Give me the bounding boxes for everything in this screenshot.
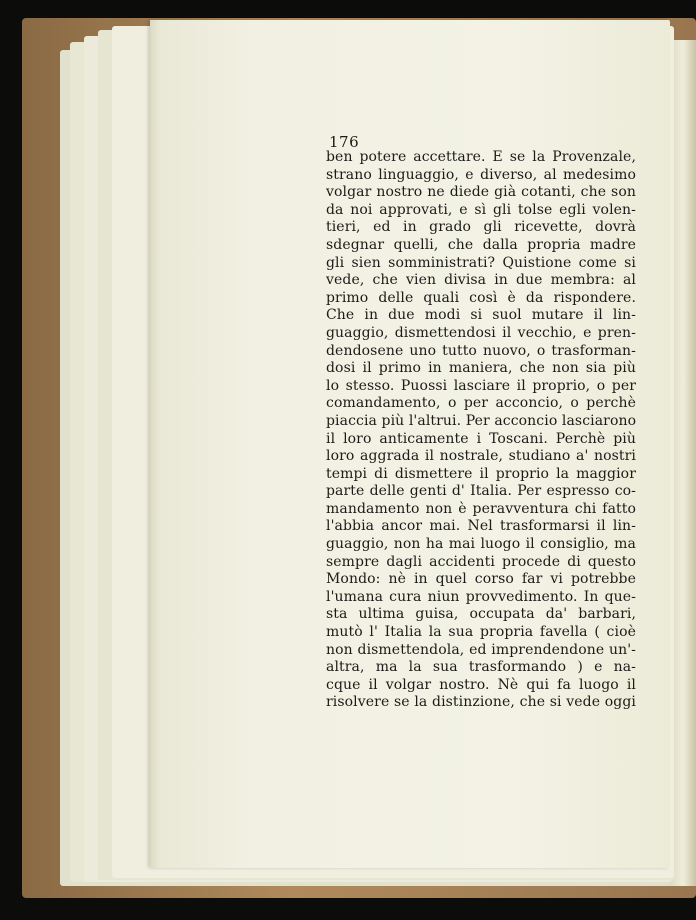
text-line: vede, che vien divisa in due membra: al <box>326 272 636 289</box>
text-line: guaggio, non ha mai luogo il consiglio, ma <box>326 536 636 553</box>
text-line: dosi il primo in maniera, che non sia più <box>326 360 636 377</box>
text-line: Mondo: nè in quel corso far vi potrebbe <box>326 571 636 588</box>
text-line: primo delle quali così è da rispondere. <box>326 289 636 306</box>
text-line: piaccia più l'altrui. Per acconcio lasciarono <box>326 412 637 429</box>
text-line: parte delle genti d' Italia. Per espresso co- <box>326 483 636 500</box>
text-line: sempre dagli accidenti procede di questo <box>326 553 636 570</box>
text-line: sdegnar quelli, che dalla propria madre <box>326 236 636 253</box>
text-line: dendosene uno tutto nuovo, o trasforman- <box>326 342 636 359</box>
text-line: l'abbia ancor mai. Nel trasformarsi il lin- <box>326 518 636 535</box>
page-number: 176 <box>329 133 360 151</box>
text-line: mandamento non è peravventura chi fatto <box>326 500 636 517</box>
text-line: loro aggrada il nostrale, studiano a' nostri <box>326 448 636 465</box>
text-line: tieri, ed in grado gli ricevette, dovrà <box>326 219 636 236</box>
text-line: sta ultima guisa, occupata da' barbari, <box>326 606 636 623</box>
text-line: strano linguaggio, e diverso, al medesimo <box>326 166 636 183</box>
text-line: guaggio, dismettendosi il vecchio, e pren- <box>326 324 636 341</box>
text-line: cque il volgar nostro. Nè qui fa luogo il <box>326 676 636 693</box>
text-line: da noi approvati, e sì gli tolse egli volen- <box>326 201 636 218</box>
text-line: lo stesso. Puossi lasciare il proprio, o per <box>326 377 636 394</box>
text-line: altra, ma la sua trasformando ) e na- <box>326 659 636 676</box>
page-text-block <box>326 133 638 712</box>
text-line: volgar nostro ne diede già cotanti, che son <box>326 184 636 201</box>
text-line: l'umana cura niun provvedimento. In que- <box>326 588 636 605</box>
text-line: comandamento, o per acconcio, o perchè <box>326 395 636 412</box>
text-line: mutò l' Italia la sua propria favella ( cioè <box>326 624 636 641</box>
page-gutter-shadow <box>150 20 160 868</box>
text-line: il loro anticamente i Toscani. Perchè più <box>326 430 636 447</box>
text-line: ben potere accettare. E se la Provenzale, <box>326 149 636 165</box>
text-line: Che in due modi si suol mutare il lin- <box>326 307 636 324</box>
text-line: tempi di dismettere il proprio la maggior <box>326 465 636 482</box>
text-line: gli sien somministrati? Quistione come si <box>326 254 636 271</box>
text-line: risolvere se la distinzione, che si vede oggi <box>326 694 636 711</box>
text-line: non dismettendola, ed imprendendone un'- <box>326 641 636 658</box>
